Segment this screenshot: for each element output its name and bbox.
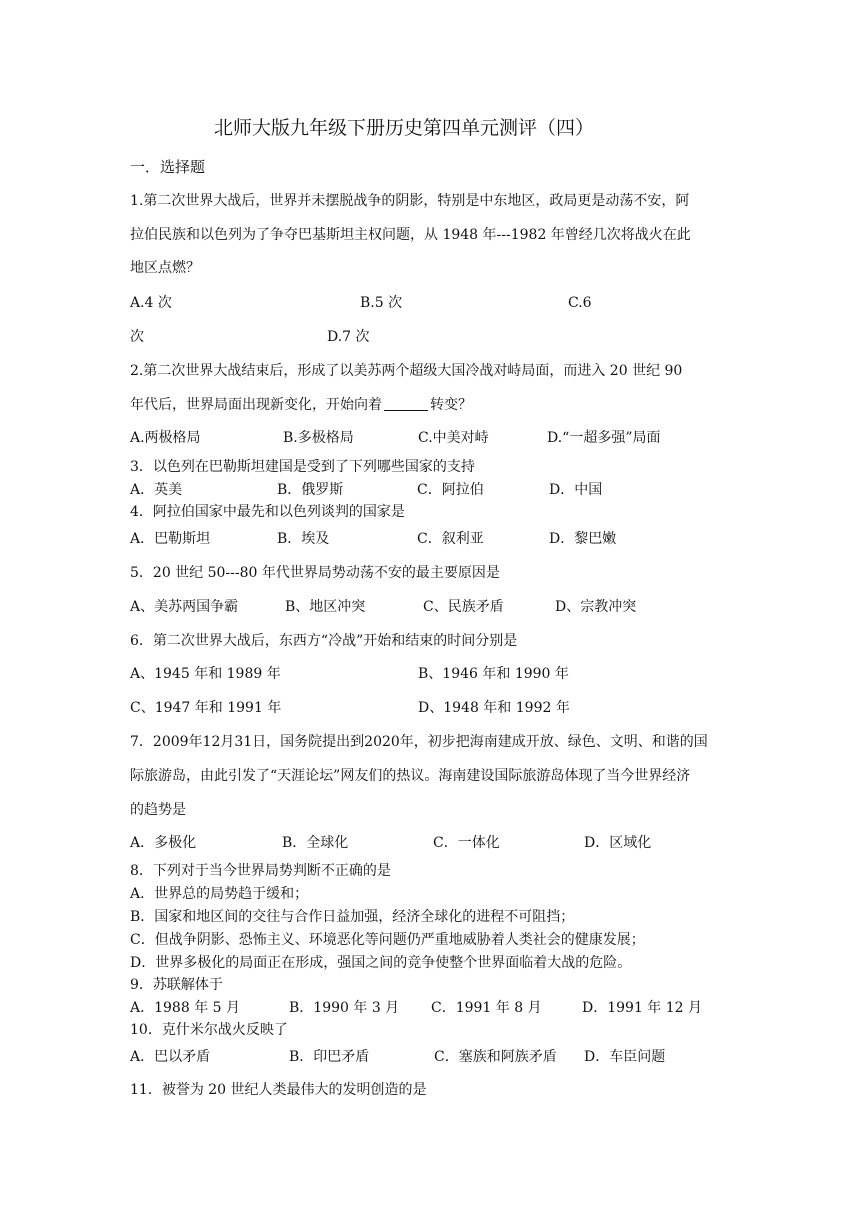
q4-option-a: A．巴勒斯坦 bbox=[130, 531, 211, 547]
q2-stem-before-blank: 年代后，世界局面出现新变化，开始向着 bbox=[130, 397, 382, 413]
q7-option-a: A．多极化 bbox=[130, 835, 197, 851]
q10-option-b: B．印巴矛盾 bbox=[289, 1049, 370, 1065]
q2-stem-line-1: 2.第二次世界大战结束后，形成了以美苏两个超级大国冷战对峙局面，而进入 20 世纪 90 bbox=[130, 363, 683, 379]
q1-stem-line-1: 1.第二次世界大战后，世界并未摆脱战争的阴影，特别是中东地区，政局更是动荡不安，阿 bbox=[130, 193, 690, 209]
q2-option-c: C.中美对峙 bbox=[418, 430, 489, 446]
q9-option-c: C．1991 年 8 月 bbox=[431, 1000, 542, 1016]
q5-stem: 5．20 世纪 50---80 年代世界局势动荡不安的最主要原因是 bbox=[130, 565, 500, 581]
q9-option-b: B．1990 年 3 月 bbox=[289, 1000, 400, 1016]
q10-stem: 10．克什米尔战火反映了 bbox=[130, 1022, 288, 1038]
q9-option-d: D．1991 年 12 月 bbox=[582, 1000, 703, 1016]
q9-stem: 9．苏联解体于 bbox=[130, 977, 223, 993]
document-title: 北师大版九年级下册历史第四单元测评（四） bbox=[214, 117, 595, 139]
q4-option-c: C．叙利亚 bbox=[417, 531, 484, 547]
q4-stem: 4．阿拉伯国家中最先和以色列谈判的国家是 bbox=[130, 504, 405, 520]
q6-option-b: B、1946 年和 1990 年 bbox=[418, 666, 569, 682]
q2-stem-line-2 bbox=[130, 396, 472, 414]
q6-option-c: C、1947 年和 1991 年 bbox=[130, 700, 282, 716]
q5-option-a: A、美苏两国争霸 bbox=[130, 599, 239, 615]
q7-stem-line-2: 际旅游岛，由此引发了“天涯论坛”网友们的热议。海南建设国际旅游岛体现了当今世界经济 bbox=[130, 768, 691, 784]
q1-stem-line-2: 拉伯民族和以色列为了争夺巴基斯坦主权问题，从 1948 年---1982 年曾经几次将战火在此 bbox=[130, 227, 691, 243]
q8-option-a: A．世界总的局势趋于缓和； bbox=[130, 886, 309, 902]
q7-option-b: B．全球化 bbox=[282, 835, 349, 851]
q9-option-a: A．1988 年 5 月 bbox=[130, 1000, 240, 1016]
q7-stem-line-3: 的趋势是 bbox=[130, 802, 186, 818]
q7-option-c: C．一体化 bbox=[433, 835, 500, 851]
q2-stem-after-blank: 转变？ bbox=[430, 397, 472, 413]
q8-option-c: C．但战争阴影、恐怖主义、环境恶化等问题仍严重地威胁着人类社会的健康发展； bbox=[130, 932, 645, 948]
q2-option-a: A.两极格局 bbox=[130, 430, 201, 446]
q6-option-a: A、1945 年和 1989 年 bbox=[130, 666, 281, 682]
q5-option-c: C、民族矛盾 bbox=[423, 599, 504, 615]
q7-stem-line-1: 7．2009年12月31日，国务院提出到2020年，初步把海南建成开放、绿色、文明、和谐的国 bbox=[130, 734, 708, 750]
q6-option-d: D、1948 年和 1992 年 bbox=[418, 700, 570, 716]
q3-stem: 3．以色列在巴勒斯坦建国是受到了下列哪些国家的支持 bbox=[130, 459, 475, 475]
q4-option-d: D．黎巴嫩 bbox=[549, 531, 617, 547]
q2-option-d: D.“一超多强”局面 bbox=[547, 430, 661, 446]
q6-stem: 6．第二次世界大战后，东西方“冷战”开始和结束的时间分别是 bbox=[130, 633, 518, 649]
q2-option-b: B.多极格局 bbox=[283, 430, 354, 446]
q1-option-a: A.4 次 bbox=[130, 295, 172, 311]
q1-option-c: C.6 bbox=[568, 295, 592, 311]
q3-option-a: A．英美 bbox=[130, 482, 183, 498]
q10-option-a: A．巴以矛盾 bbox=[130, 1049, 211, 1065]
q1-stem-line-3: 地区点燃？ bbox=[130, 260, 200, 276]
q5-option-b: B、地区冲突 bbox=[285, 599, 366, 615]
q3-option-b: B．俄罗斯 bbox=[277, 482, 344, 498]
q10-option-d: D．车臣问题 bbox=[584, 1049, 666, 1065]
q1-option-b: B.5 次 bbox=[360, 295, 403, 311]
section-heading: 一．选择题 bbox=[130, 158, 206, 176]
q10-option-c: C．塞族和阿族矛盾 bbox=[434, 1049, 557, 1065]
q1-option-d: D.7 次 bbox=[327, 329, 370, 345]
q8-stem: 8．下列对于当今世界局势判断不正确的是 bbox=[130, 863, 391, 879]
q8-option-b: B．国家和地区间的交往与合作日益加强，经济全球化的进程不可阻挡； bbox=[130, 909, 575, 925]
answer-blank bbox=[384, 396, 428, 411]
q1-option-c-continued: 次 bbox=[130, 329, 144, 345]
q8-option-d: D．世界多极化的局面正在形成，强国之间的竞争使整个世界面临着大战的危险。 bbox=[130, 955, 632, 971]
q3-option-c: C．阿拉伯 bbox=[417, 482, 484, 498]
q4-option-b: B．埃及 bbox=[277, 531, 330, 547]
q11-stem: 11．被誉为 20 世纪人类最伟大的发明创造的是 bbox=[130, 1082, 427, 1098]
q7-option-d: D．区域化 bbox=[584, 835, 652, 851]
q3-option-d: D．中国 bbox=[549, 482, 603, 498]
q5-option-d: D、宗教冲突 bbox=[555, 599, 637, 615]
